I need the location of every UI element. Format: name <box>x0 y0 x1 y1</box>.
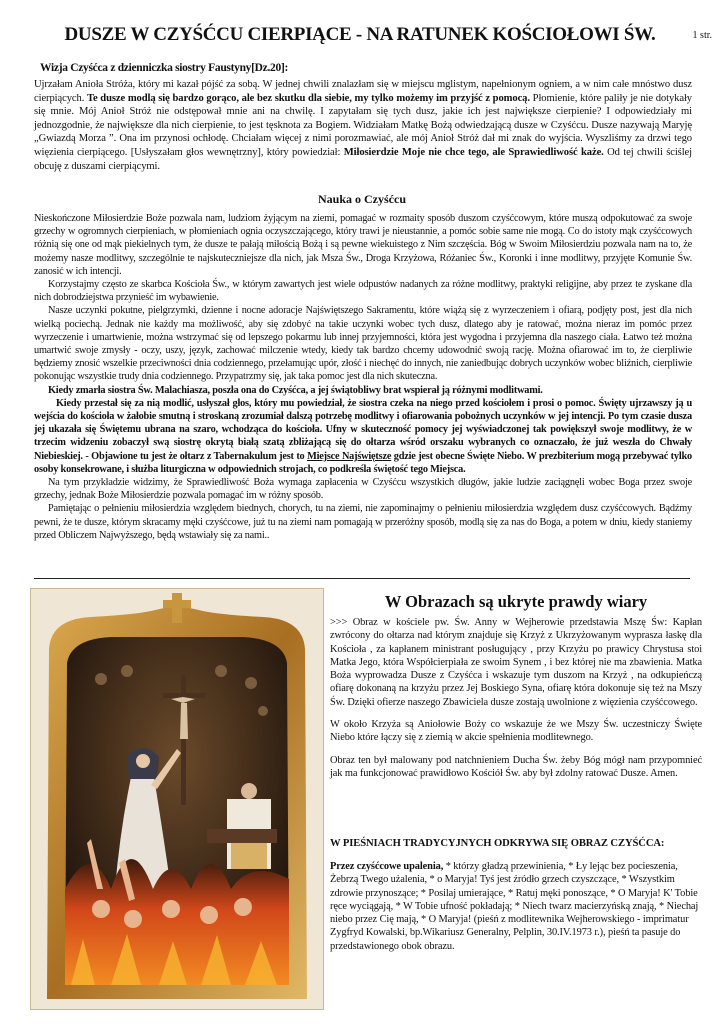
nauka-section <box>34 212 692 542</box>
nauka-paragraph-7: Pamiętając o pełnieniu miłosierdzia względem biednych, chorych, tu na ziemi, nie zapominajmy o pełnieniu miłosierdzia względem dusz czyśćcowych. Bądźmy pewni, że te dusze, którym skracamy męki czyśćcowe, już tu na ziemi nam pomagają w przeróżny sposób, modlą się za nas do Boga, a potem w dniu, kiedy staniemy przed Obliczem Najwyższego, będą wstawiały się za nami.. <box>34 503 692 541</box>
nauka-paragraph-3: Nasze uczynki pokutne, pielgrzymki, dzienne i nocne adoracje Najświętszego Sakramentu, które wiążą się z wyrzeczeniem i ofiarą, podjęty post, jest dla nich wielką pociechą. Jednak nie każdy ma możliwość, aby się zdobyć na takie uczynki wobec tych dusz, dlatego aby je ratować, można nieraz im pomóc przez wyrzeczenie i umartwienie, można wstrzymać się od lepszego pokarmu lub innej przyjemności, która jest wygodna i przyjemna dla naszego ciała. Łatwo też można umartwić swoje zmysły - oczy, uszy, język, zachować milczenie wtedy, kiedy tak bardzo chcemy udowodnić swoją rację. Można ofiarować im to, że cierpliwie będziemy znosić wszelkie przeciwności dnia codziennego, przełamując upór, złość i niechęć do innych, nie zaniedbując dobrych uczynków wobec bliźnich, cierpliwie pokonując wszystkie trudy dnia codziennego. Przypatrzmy się, jak taka pomoc jest dla nich skuteczna. <box>34 305 692 383</box>
piesni-text: * którzy gładzą przewinienia, * Ły lejąc bez pocieszenia, Żebrzą Twego użalenia, * o Maryja! Tyś jest źródło grzech czyszczące, * Wszystkim zdrowie przynoszące; * Posilaj umierające, * Ratuj męki ponoszące, * O Maryja! K' Tobie ręce wyciągają, * W Tobie ufność pokładają; * Niech twarz macierzyńską znają, * Niechaj niebo przez Cię mają, * O Maryja! (pieśń z modlitewnika Wejherowskiego - imprimatur Zygfryd Kowalski, bp.Wikariusz Generalny, Pelplin, 30.IV.1973 r.), pieśń ta pasuje do przedstawionego obok obrazu. <box>330 861 699 952</box>
wizja-heading: Wizja Czyśćca z dzienniczka siostry Faustyny[Dz.20]: <box>40 62 289 74</box>
piesni-bold: Przez czyśćcowe upalenia, <box>330 861 444 872</box>
wizja-bold-2: Miłosierdzie Moje nie chce tego, ale Sprawiedliwość każe. <box>343 146 604 158</box>
obraz-paragraph-3: Obraz ten był malowany pod natchnieniem Ducha Św. żeby Bóg mógł nam przypomnieć jak ma funkcjonować prawidłowo Kościół Św. aby był zdolny ratować Dusze. Amen. <box>330 754 702 779</box>
nauka-p5-bold-end: gdzie jest obecne Święte Niebo. W prezbiterium mogą przebywać tylko osoby konsekrowane, i służba liturgiczna w odpowiednich strojach, co podkreśla świętość tego Miejsca. <box>34 450 692 475</box>
nauka-paragraph-1: Nieskończone Miłosierdzie Boże pozwala nam, ludziom żyjącym na ziemi, pomagać w rozmaity sposób duszom czyśćcowym, które muszą odpokutować za swoje grzechy w ogromnych cierpieniach, w płomieniach ognia oczyszczającego, który trawi je nieustannie, a pomóc sobie same nie mogą. Co do istoty mąk czyśćcowych różnią się one od mąk piekielnych tym, że dusze te pałają miłością Bożą i są pewne wiekuistego z Nim szczęścia. Bóg w Swoim Miłosierdziu pozwala nam na to, że możemy nasze modlitwy, szczególnie te najskuteczniejsze dla nich, jak Msza Św., Droga Krzyżowa, Różaniec Św., Koronki i inne modlitwy, przyjęte Komunie Św. zanosić w ich intencji. <box>34 213 692 277</box>
nauka-paragraph-5 <box>34 397 692 476</box>
painting-svg <box>31 589 323 1009</box>
wizja-text-2: Płomienie, które paliły je nie dotykały się mnie. Mój Anioł Stróż nie odstępował mnie ani na chwilę. I zapytałam się tych dusz, jakie ich jest największe cierpienie? I odpowiedziały mi jednozgodnie, że największe dla nich cierpienie, to jest tęsknota za Bogiem. Widziałam Matkę Bożą odwiedzającą dusze w Czyśćcu. Dusze nazywają Maryję „Gwiazdą Morza ”. Ona im przynosi ochłodę. Chciałam więcej z nimi porozmawiać, ale mój Anioł Stróż dał mi znak do wyjścia. Wyszliśmy za drzwi tego więzienia cierpiącego. [Usłyszałam głos wewnętrzny], który powiedział: <box>34 92 692 158</box>
piesni-paragraph <box>330 860 702 953</box>
nauka-paragraph-2: Korzystajmy często ze skarbca Kościoła Św., w którym zawartych jest wiele odpustów nadanych za różne modlitwy, praktyki religijne, aby przez te zyskane dla nich dobrodziejstwa przynieść im wybawienie. <box>34 279 692 304</box>
miejsce-najswietsze-underlined: Miejsce Najświętsze <box>307 450 392 462</box>
obraz-section <box>330 616 702 789</box>
wizja-text-3: Od tej chwili ściślej obcuję z duszami cierpiącymi. <box>34 146 692 172</box>
page-number: 1 str. <box>692 30 712 41</box>
malachiasz-bold: Kiedy zmarła siostra Św. Malachiasza, poszła ona do Czyśćca, a jej świątobliwy brat wspierał ją różnymi modlitwami. <box>48 384 543 396</box>
nauka-paragraph-4 <box>34 384 692 397</box>
section-divider <box>34 578 690 579</box>
wizja-bold-1: Te dusze modlą się bardzo gorąco, ale bez skutku dla siebie, my tylko możemy im przyjść z pomocą. <box>86 92 530 104</box>
painting-image <box>30 588 324 1010</box>
page-title: DUSZE W CZYŚĆCU CIERPIĄCE - NA RATUNEK KOŚCIOŁOWI ŚW. <box>64 24 656 45</box>
obraz-paragraph-1: >>> Obraz w kościele pw. Św. Anny w Wejherowie przedstawia Mszę Św: Kapłan zwrócony do ołtarza nad którym znajduje się Krzyż z Ukrzyżowanym wyprasza łaskę dla Kościoła , za kapłanem ministrant posługujący , przy Krzyżu po prawicy Chrystusa stoi Matka Jego, która Współcierpiała ze swoim Synem , i bez której nie ma zbawienia. Matka Boża wyprowadza Dusze z Czyśćca i wskazuje tym duszom na Krzyż , na odkupieńczą ofiarę dokonaną na krzyżu przez Jej Boskiego Syna, ofiarę która dokonuje się też na Mszy Św. Dzięki ofierze naszego Zbawiciela dusze zostają uwolnione z więzienia czyśćcowego. <box>330 617 702 708</box>
wizja-text-1: Ujrzałam Anioła Stróża, który mi kazał pójść za sobą. W jednej chwili znalazłam się w miejscu mglistym, napełnionym ogniem, a w nim całe mnóstwo dusz cierpiących. <box>34 79 692 104</box>
nauka-p5-bold: Kiedy przestał się za nią modlić, usłyszał głos, który mu powiedział, że siostra czeka na niego przed kościołem i prosi o pomoc. Święty ujrzawszy ją u wejścia do kościoła w żałobie smutną i stroskaną zrozumiał dalszą potrzebę modlitwy i ofiarowania pobożnych uczynków w jej intencji. Po tym czasie dusza jej ukazała się Świętemu ubrana na szaro, wchodząca do kościoła. Ufny w skuteczność pomocy jej wyświadczonej tak powiększył swoje modlitwy, że w trzecim widzeniu zobaczył swą siostrę okrytą białą szatą zbliżającą się do ołtarza wśród orszaku wybranych co oznaczało, że już weszła do Chwały Niebieskiej. - Objawione tu jest że ołtarz z Tabernakulum jest to <box>34 397 692 462</box>
nauka-paragraph-6: Na tym przykładzie widzimy, że Sprawiedliwość Boża wymaga zapłacenia w Czyśćcu wszystkich długów, jakie ludzie zaciągnęli wobec Boga przez swoje grzechy, jednak Boże Miłosierdzie pozwala pomagać im w różny sposób. <box>34 477 692 502</box>
nauka-heading: Nauka o Czyśćcu <box>317 192 406 206</box>
header <box>40 24 712 48</box>
piesni-heading: W PIEŚNIACH TRADYCYJNYCH ODKRYWA SIĘ OBRAZ CZYŚĆCA: <box>330 838 665 849</box>
wizja-paragraph <box>34 78 692 173</box>
obraz-heading: W Obrazach są ukryte prawdy wiary <box>384 592 648 611</box>
obraz-paragraph-2: W około Krzyża są Aniołowie Boży co wskazuje że we Mszy Św. uczestniczy Święte Niebo które łączy się z ziemią w akcie spełnienia modlitewnego. <box>330 719 702 744</box>
